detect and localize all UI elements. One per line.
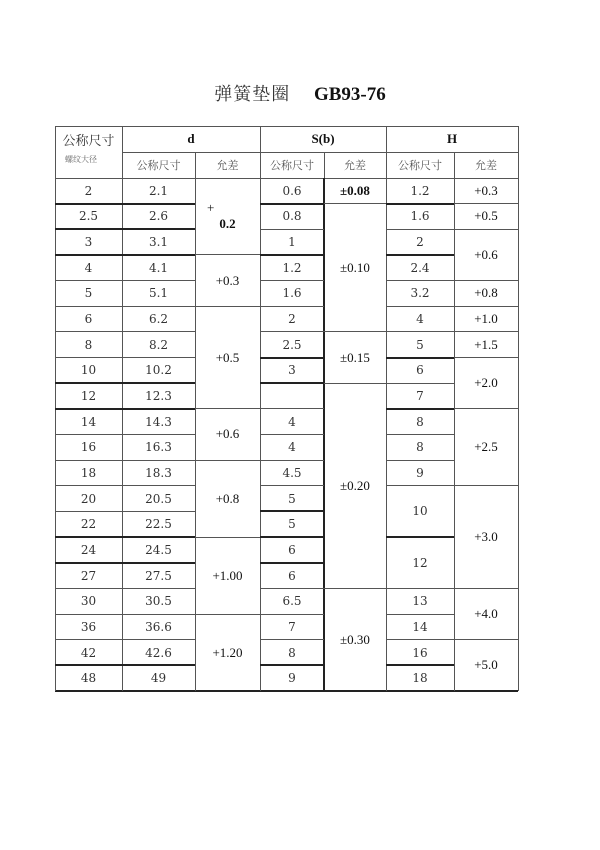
h-nominal-cell: 16: [412, 645, 428, 660]
size-cell: 6: [84, 312, 93, 327]
row-divider: [195, 408, 260, 409]
d-nominal-cell: 42.6: [145, 645, 172, 660]
row-divider: [454, 306, 518, 307]
h-nominal-cell: 1.6: [410, 209, 430, 224]
size-cell: 18: [80, 465, 97, 480]
s-nominal-cell: 6: [288, 542, 296, 557]
row-divider: [324, 383, 386, 384]
h-tolerance-cell: +5.0: [474, 657, 498, 673]
s-nominal-cell: 2.5: [282, 337, 302, 352]
row-divider: [260, 562, 324, 564]
row-divider: [55, 536, 195, 538]
row-divider: [386, 357, 454, 359]
row-divider: [386, 614, 454, 615]
h-tolerance-cell: +0.5: [474, 208, 498, 224]
row-divider: [260, 664, 324, 666]
d-nominal-cell: 5.1: [148, 286, 169, 301]
row-divider: [55, 511, 195, 512]
tolerance-value: 0.2: [219, 216, 236, 232]
h-tolerance-cell: +0.8: [474, 285, 498, 301]
d-tolerance-cell: +1.20: [212, 644, 243, 660]
h-nominal-cell: 4: [416, 312, 424, 327]
row-divider: [55, 408, 195, 410]
row-divider: [386, 203, 454, 205]
row-divider: [454, 485, 518, 486]
row-divider: [260, 280, 324, 281]
d-nominal-cell: 24.5: [145, 542, 172, 557]
h-nominal-cell: 1.2: [410, 183, 430, 198]
row-divider: [195, 537, 260, 538]
s-nominal-cell: 2: [288, 312, 296, 327]
row-divider: [324, 331, 386, 332]
s-tolerance-cell: ±0.08: [340, 182, 370, 198]
row-divider: [454, 229, 518, 230]
row-divider: [386, 460, 454, 461]
size-cell: 27: [80, 568, 97, 583]
row-divider: [386, 639, 454, 640]
row-divider: [454, 203, 518, 204]
s-nominal-cell: 1: [288, 235, 296, 250]
row-divider: [55, 254, 195, 256]
h-nominal-cell: 18: [412, 671, 428, 686]
row-divider: [386, 664, 454, 666]
s-nominal-cell: 4: [288, 414, 296, 429]
s-nominal-cell: 4: [288, 440, 296, 455]
row-divider: [55, 203, 195, 205]
size-cell: 3: [84, 235, 93, 250]
row-divider: [454, 357, 518, 358]
size-cell: 24: [80, 542, 97, 557]
row-divider: [260, 588, 324, 589]
s-nominal-cell: 5: [288, 491, 296, 506]
title-standard-code: GB93-76: [313, 84, 386, 105]
row-divider: [386, 485, 454, 486]
row-divider: [55, 460, 195, 461]
tolerance-sign: +: [207, 200, 215, 216]
s-tolerance-cell: ±0.15: [340, 349, 370, 365]
row-divider: [260, 536, 324, 538]
header-h-tolerance: 允差: [475, 159, 497, 172]
row-divider: [55, 614, 195, 615]
s-nominal-cell: 4.5: [282, 465, 302, 480]
s-nominal-cell: 3: [288, 363, 296, 378]
column-divider: [324, 152, 325, 178]
d-tolerance-cell: +0.5: [215, 349, 240, 365]
size-cell: 2: [84, 183, 93, 198]
size-cell: 12: [80, 389, 97, 403]
d-tolerance-cell: [195, 178, 260, 255]
s-nominal-cell: 9: [288, 671, 296, 686]
s-nominal-cell: 8: [288, 645, 296, 660]
h-nominal-cell: 7: [416, 389, 424, 403]
s-nominal-cell: 1.2: [282, 260, 302, 275]
row-divider: [55, 382, 195, 384]
row-divider: [260, 434, 324, 435]
row-divider: [386, 383, 454, 384]
row-divider: [260, 306, 324, 307]
h-nominal-cell: 12: [412, 555, 428, 570]
s-nominal-cell: 6: [288, 568, 296, 583]
row-divider: [55, 306, 195, 307]
size-cell: 42: [80, 645, 97, 660]
row-divider: [260, 639, 324, 640]
row-divider: [386, 588, 454, 589]
h-nominal-cell: 9: [416, 465, 424, 480]
row-divider: [260, 485, 324, 486]
document-title: [0, 80, 600, 106]
header-s-tolerance: 允差: [344, 159, 366, 172]
row-divider: [386, 254, 454, 256]
d-nominal-cell: 4.1: [148, 260, 169, 275]
row-divider: [260, 229, 324, 230]
header-thread-diameter: 螺纹大径: [65, 154, 97, 164]
row-divider: [454, 331, 518, 332]
row-divider: [386, 408, 454, 410]
row-divider: [386, 306, 454, 307]
h-tolerance-cell: +0.3: [474, 182, 498, 198]
d-nominal-cell: 27.5: [145, 568, 172, 583]
row-divider: [324, 588, 386, 589]
d-nominal-cell: 20.5: [145, 491, 172, 506]
row-divider: [55, 664, 195, 666]
row-divider: [386, 280, 454, 281]
size-cell: 5: [84, 286, 93, 301]
row-divider: [454, 280, 518, 281]
d-nominal-cell: 6.2: [148, 312, 169, 327]
row-divider: [260, 331, 324, 332]
size-cell: 30: [80, 594, 97, 609]
d-tolerance-cell: +0.8: [215, 490, 240, 506]
s-nominal-cell: 6.5: [282, 594, 302, 609]
size-cell: 2.5: [78, 209, 99, 224]
header-d-tolerance: 允差: [216, 159, 239, 172]
h-nominal-cell: 8: [416, 440, 424, 455]
row-divider: [260, 408, 324, 409]
row-divider: [386, 434, 454, 435]
row-divider: [260, 254, 324, 256]
size-cell: 48: [80, 671, 97, 686]
row-divider: [55, 485, 195, 486]
row-divider: [454, 588, 518, 589]
d-nominal-cell: 12.3: [145, 389, 172, 403]
h-tolerance-cell: +2.5: [474, 439, 498, 455]
h-tolerance-cell: +2.0: [474, 375, 498, 391]
row-divider: [55, 562, 195, 564]
size-cell: 16: [80, 440, 97, 455]
size-cell: 4: [84, 260, 93, 275]
row-divider: [55, 639, 195, 640]
row-divider: [454, 639, 518, 640]
spring-washer-table: [55, 126, 518, 691]
row-divider: [195, 254, 260, 255]
d-nominal-cell: 2.6: [148, 209, 169, 224]
header-s: S(b): [311, 131, 335, 146]
size-cell: 8: [84, 337, 93, 352]
header-h-nominal: 公称尺寸: [398, 159, 442, 172]
row-divider: [195, 306, 260, 307]
row-divider: [260, 614, 324, 615]
s-nominal-cell: 5: [288, 517, 296, 532]
h-tolerance-cell: +4.0: [474, 606, 498, 622]
h-tolerance-cell: +3.0: [474, 529, 498, 545]
h-nominal-cell: 5: [416, 337, 424, 352]
h-nominal-cell: 8: [416, 414, 424, 429]
d-nominal-cell: 16.3: [145, 440, 172, 455]
row-divider: [324, 203, 386, 204]
d-nominal-cell: 8.2: [148, 337, 169, 352]
row-divider: [55, 357, 195, 358]
s-tolerance-cell: ±0.30: [340, 631, 370, 647]
d-tolerance-cell: +0.3: [215, 272, 240, 288]
row-divider: [55, 331, 195, 332]
h-tolerance-cell: +0.6: [474, 246, 498, 262]
h-nominal-cell: 10: [412, 504, 428, 519]
row-divider: [260, 460, 324, 461]
row-divider: [260, 510, 324, 512]
header-s-nominal: 公称尺寸: [270, 159, 314, 172]
s-nominal-cell: 7: [288, 619, 296, 634]
d-nominal-cell: 49: [150, 671, 167, 686]
header-nominal-size: 公称尺寸: [62, 133, 115, 149]
d-tolerance-cell: +1.00: [212, 567, 243, 583]
s-nominal-cell: 0.8: [282, 209, 302, 224]
row-divider: [195, 460, 260, 461]
row-divider: [260, 382, 324, 384]
d-nominal-cell: 14.3: [145, 414, 172, 429]
d-nominal-cell: 10.2: [145, 363, 172, 378]
d-tolerance-cell: +0.6: [215, 426, 240, 442]
row-divider: [55, 588, 195, 589]
row-divider: [386, 229, 454, 230]
row-divider: [454, 408, 518, 409]
row-divider: [55, 228, 195, 230]
row-divider: [55, 280, 195, 281]
h-tolerance-cell: +1.0: [474, 311, 498, 327]
row-divider: [55, 126, 518, 127]
row-divider: [195, 614, 260, 615]
h-nominal-cell: 3.2: [410, 286, 430, 301]
h-nominal-cell: 2.4: [410, 260, 430, 275]
d-nominal-cell: 30.5: [145, 594, 172, 609]
size-cell: 14: [80, 414, 97, 429]
d-nominal-cell: 18.3: [145, 465, 172, 480]
d-nominal-cell: 22.5: [145, 517, 172, 532]
header-h: H: [446, 131, 458, 146]
d-nominal-cell: 36.6: [145, 619, 172, 634]
size-cell: 36: [80, 619, 97, 634]
row-divider: [260, 203, 324, 205]
row-divider: [386, 331, 454, 332]
h-nominal-cell: 13: [412, 594, 428, 609]
row-divider: [55, 434, 195, 435]
size-cell: 10: [80, 363, 97, 378]
d-nominal-cell: 2.1: [148, 183, 169, 198]
s-tolerance-cell: ±0.10: [340, 259, 370, 275]
h-nominal-cell: 2: [416, 235, 424, 250]
row-divider: [386, 536, 454, 538]
h-tolerance-cell: +1.5: [474, 336, 498, 352]
size-cell: 20: [80, 491, 97, 506]
h-nominal-cell: 14: [412, 619, 428, 634]
row-divider: [122, 152, 518, 153]
s-nominal-cell: 1.6: [282, 286, 302, 301]
d-nominal-cell: 3.1: [148, 235, 169, 250]
row-divider: [260, 357, 324, 359]
h-nominal-cell: 6: [416, 363, 424, 378]
s-tolerance-cell: ±0.20: [340, 477, 370, 493]
header-d-nominal: 公称尺寸: [136, 159, 181, 172]
title-name: 弹簧垫圈: [214, 84, 291, 105]
s-nominal-cell: 0.6: [282, 183, 302, 198]
header-d: d: [187, 131, 195, 146]
size-cell: 22: [80, 517, 97, 532]
